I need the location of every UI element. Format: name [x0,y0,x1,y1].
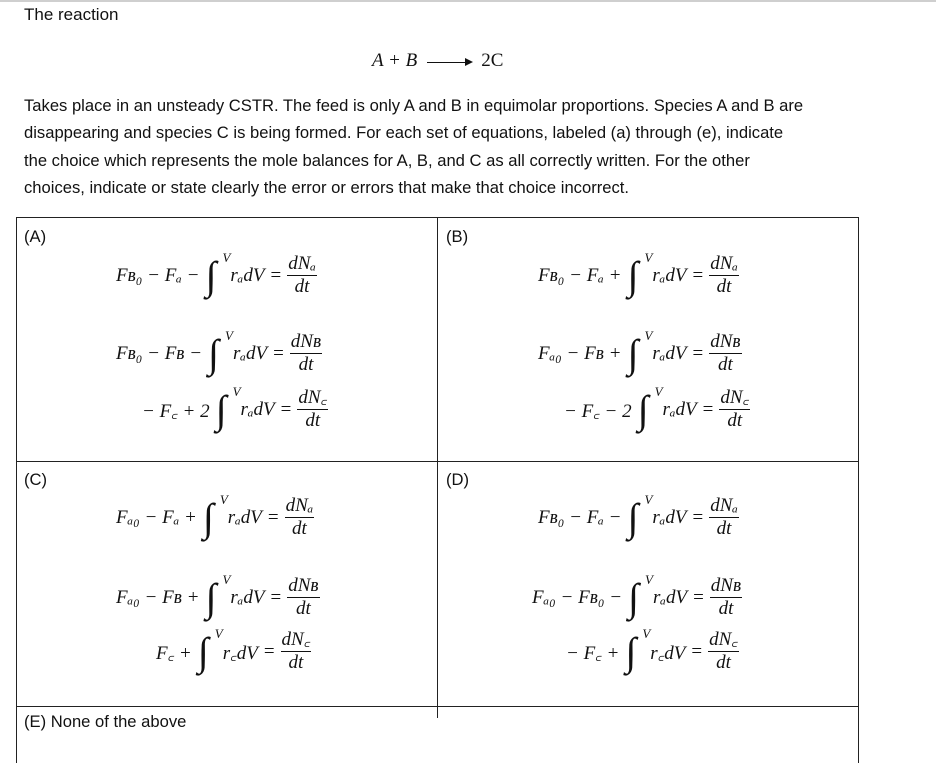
option-c-eq3 [156,625,311,674]
frac-numerator: dNʙ [710,575,742,596]
eq-lhs: − F꜀ + 2 [142,400,210,422]
option-b-eq1 [538,249,739,298]
option-a-eq3 [142,383,328,432]
integral-icon: ∫ V [202,491,228,540]
equals-sign: = [270,586,282,608]
eq-rate: rₐdV [662,398,697,420]
equals-sign: = [693,586,704,608]
eq-rate: r꜀dV [650,642,686,664]
eq-lhs: F꜀ + [156,642,192,664]
eq-rate: rₐdV [230,586,265,608]
option-d-eq2 [532,571,742,620]
equals-sign: = [692,506,704,528]
eq-fraction [708,630,739,673]
integral-limit: V [644,327,653,343]
frac-denominator: dt [727,410,743,431]
option-d-eq1 [538,491,739,540]
reaction-products: 2C [481,50,504,71]
frac-numerator: dNₐ [710,253,738,274]
frac-numerator: dNʙ [290,331,322,352]
eq-lhs: Fₐ₀ − Fₐ + [116,506,197,528]
option-a-eq1 [116,249,317,298]
integral-limit: V [219,491,228,507]
integral-limit: V [642,625,651,641]
integral-limit: V [214,625,223,641]
option-b-eq3 [564,383,750,432]
integral-icon: ∫ V [628,571,653,620]
frac-numerator: dNʙ [288,575,319,596]
frac-denominator: dt [716,652,731,673]
frac-numerator: dN꜀ [720,387,750,408]
frac-numerator: dNₐ [285,495,314,516]
eq-lhs: Fₐ₀ − Fʙ₀ − [532,586,623,608]
eq-rate: rₐdV [227,506,262,528]
table-border-right [858,218,859,763]
eq-fraction [709,496,739,539]
paragraph-line: Takes place in an unsteady CSTR. The feed is only A and B in equimolar proportions. Species A and B are [24,96,804,115]
equals-sign: = [273,342,284,364]
option-c-eq2 [116,571,320,620]
option-c-label: (C) [24,470,48,489]
frac-denominator: dt [717,354,733,375]
paragraph-line: choices, indicate or state clearly the error or errors that make that choice incorrect. [24,177,630,197]
eq-lhs: Fʙ₀ − Fₐ − [116,264,200,286]
eq-lhs: − F꜀ + [566,642,620,664]
frac-numerator: dNₐ [288,253,316,274]
table-divider-row1 [16,461,859,462]
integral-limit: V [644,249,653,265]
frac-denominator: dt [294,276,310,297]
eq-fraction [287,576,319,619]
integral-icon: ∫ V [197,625,223,674]
paragraph-line: disappearing and species C is being formed. For each set of equations, labeled (a) through (e), indicate [24,123,784,143]
eq-rate: rₐdV [230,264,265,286]
eq-lhs: Fʙ₀ − Fₐ + [538,264,622,286]
table-divider-row2 [16,706,859,707]
frac-denominator: dt [292,518,307,539]
integral-icon: ∫ V [625,625,651,674]
problem-paragraph [24,92,894,201]
reaction-equation [372,50,503,72]
eq-rate: rₐdV [233,342,268,364]
eq-fraction [297,388,328,431]
equals-sign: = [267,506,279,528]
option-e-label: (E) None of the above [24,712,187,731]
integral-icon: ∫ V [627,327,653,376]
eq-rate: rₐdV [240,398,275,420]
eq-fraction [710,576,742,619]
frac-denominator: dt [716,518,732,539]
option-b-eq2 [538,327,742,376]
eq-fraction [287,254,317,297]
frac-numerator: dN꜀ [281,629,311,650]
option-c-eq1 [116,491,314,540]
integral-limit: V [222,571,231,587]
eq-fraction [719,388,750,431]
integral-limit: V [645,571,653,587]
integral-limit: V [644,491,653,507]
eq-rate: rₐdV [653,586,688,608]
integral-icon: ∫ V [208,327,233,376]
intro-text: The reaction [24,5,119,24]
eq-lhs: Fₐ₀ − Fʙ + [116,586,200,608]
frac-denominator: dt [288,652,304,673]
integral-icon: ∫ V [627,491,653,540]
top-border [0,0,936,2]
eq-lhs: Fₐ₀ − Fʙ + [538,342,622,364]
frac-denominator: dt [305,410,321,431]
table-border-left [16,218,17,763]
frac-denominator: dt [295,598,311,619]
eq-fraction [709,332,741,375]
option-d-eq3 [566,625,739,674]
frac-denominator: dt [716,276,732,297]
integral-limit: V [654,383,663,399]
eq-fraction [285,496,315,539]
equals-sign: = [280,398,292,420]
eq-rate: rₐdV [652,264,687,286]
option-b-label: (B) [446,227,469,246]
right-arrow-icon [427,57,473,67]
option-a-label: (A) [24,227,47,246]
integral-icon: ∫ V [627,249,653,298]
options-table [16,217,859,763]
equals-sign: = [702,398,714,420]
eq-rate: rₐdV [652,506,687,528]
eq-fraction [290,332,322,375]
equals-sign: = [692,342,704,364]
equals-sign: = [263,640,275,662]
integral-icon: ∫ V [205,249,231,298]
integral-icon: ∫ V [637,383,663,432]
eq-lhs: Fʙ₀ − Fₐ − [538,506,622,528]
option-d-label: (D) [446,470,470,489]
integral-icon: ∫ V [205,571,231,620]
integral-limit: V [232,383,241,399]
integral-limit: V [222,249,231,265]
eq-fraction [709,254,739,297]
eq-rate: rₐdV [652,342,687,364]
eq-fraction [281,630,312,673]
frac-denominator: dt [718,598,734,619]
frac-numerator: dNₐ [710,495,738,516]
frac-denominator: dt [298,354,314,375]
reaction-reactants: A + B [372,50,418,71]
eq-rate: r꜀dV [222,642,258,664]
option-a-eq2 [116,327,322,376]
frac-numerator: dN꜀ [298,387,328,408]
frac-numerator: dNʙ [710,331,741,352]
integral-icon: ∫ V [215,383,241,432]
equals-sign: = [270,264,282,286]
integral-limit: V [225,327,233,343]
eq-lhs: − F꜀ − 2 [564,400,632,422]
eq-lhs: Fʙ₀ − Fʙ − [116,342,203,364]
equals-sign: = [692,264,704,286]
frac-numerator: dN꜀ [709,629,738,650]
equals-sign: = [691,640,703,662]
table-divider-vertical [437,218,438,718]
paragraph-line: the choice which represents the mole balances for A, B, and C as all correctly written. For the other [24,150,750,170]
